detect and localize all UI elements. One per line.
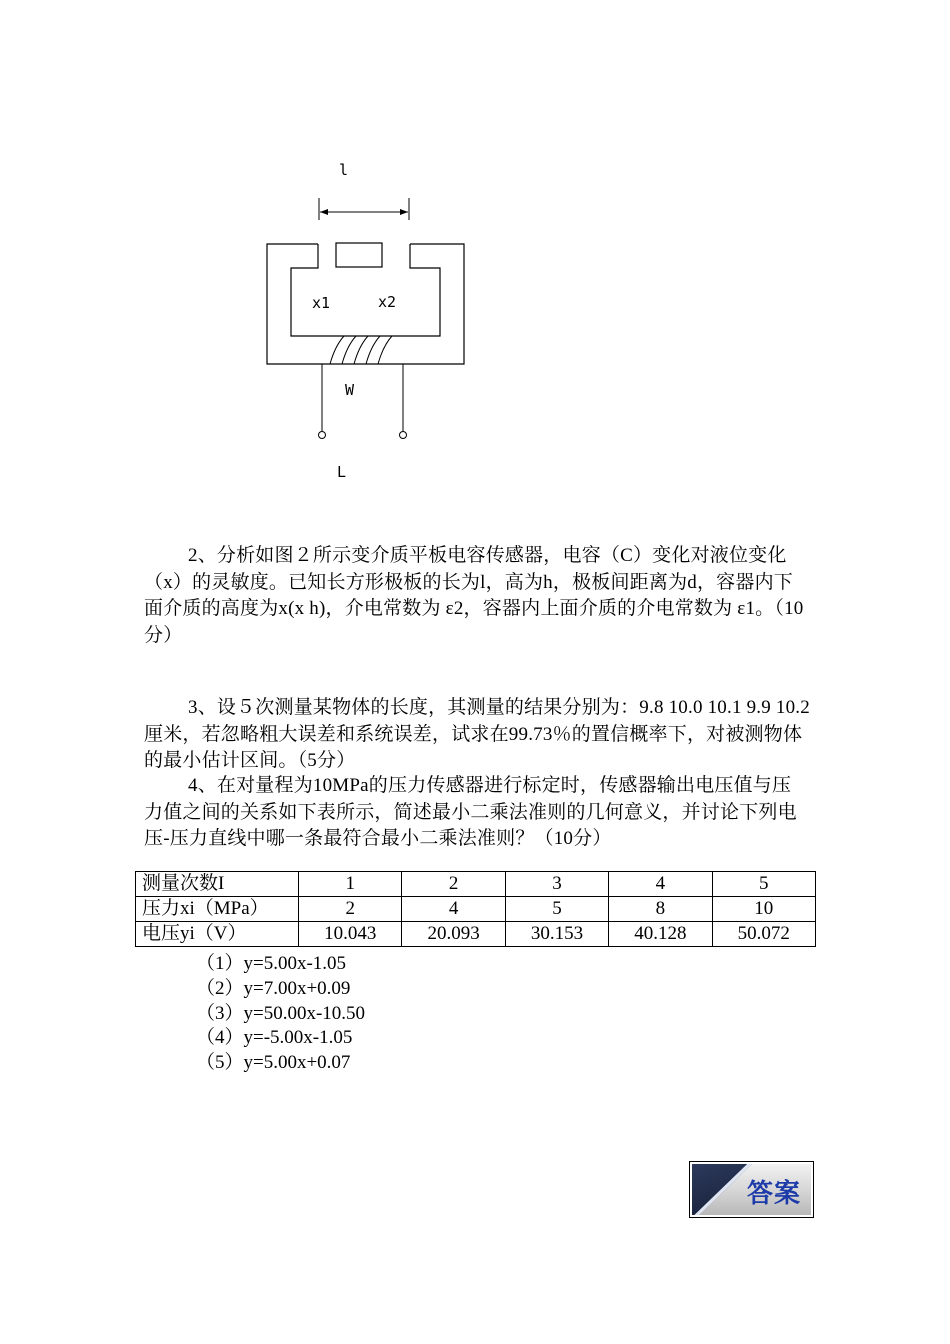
- table-cell: 50.072: [712, 922, 815, 947]
- table-cell: 2: [299, 897, 402, 922]
- label-l: l: [339, 161, 349, 179]
- coil-turn: [366, 336, 380, 364]
- table-cell: 10: [712, 897, 815, 922]
- label-x2: x2: [378, 293, 397, 311]
- option-item: （2）y=7.00x+0.09: [196, 977, 351, 999]
- question-2-text: 2、分析如图２所示变介质平板电容传感器，电容（C）变化对液位变化（x）的灵敏度。已知长方形极板的长为l，高为h，极板间距离为d，容器内下面介质的高度为x(x h)，介电常数为 ε2，容器内上面介质的介电常数为 ε1。（10分）: [144, 545, 804, 646]
- coil-turn: [330, 336, 344, 364]
- answer-button-label[interactable]: 答案: [746, 1179, 801, 1209]
- table-cell: 40.128: [609, 922, 712, 947]
- label-L: L: [337, 463, 347, 481]
- table-cell: 5: [505, 897, 608, 922]
- core-outer-outline: [267, 244, 464, 364]
- calibration-table: [135, 871, 816, 947]
- armature: [336, 243, 382, 267]
- arrow-right: [400, 209, 408, 215]
- terminal-left: [319, 432, 326, 439]
- table-row: [136, 897, 816, 922]
- transducer-diagram: [250, 150, 480, 490]
- option-item: （4）y=-5.00x-1.05: [196, 1027, 353, 1049]
- table-cell: 20.093: [402, 922, 505, 947]
- answer-button[interactable]: [689, 1161, 814, 1218]
- label-x1: x1: [312, 294, 331, 312]
- table-cell: 1: [299, 872, 402, 897]
- label-w: W: [345, 381, 355, 399]
- table-cell: 8: [609, 897, 712, 922]
- question-2: [144, 543, 810, 649]
- question-3: [144, 695, 810, 775]
- table-row: [136, 872, 816, 897]
- question-4: [144, 773, 810, 853]
- question-3-text: 3、设５次测量某物体的长度，其测量的结果分别为：9.8 10.0 10.1 9.9 10.2厘米，若忽略粗大误差和系统误差，试求在99.73％的置信概率下，对被测物体的最小估计区间。（5分）: [144, 697, 810, 771]
- core-inner-outline: [291, 244, 440, 336]
- coil-turn: [354, 336, 368, 364]
- question-4-text: 4、在对量程为10MPa的压力传感器进行标定时，传感器输出电压值与压力值之间的关系如下表所示，简述最小二乘法准则的几何意义，并讨论下列电压-压力直线中哪一条最符合最小二乘法准则？（10分）: [144, 775, 797, 849]
- option-item: （1）y=5.00x-1.05: [196, 953, 347, 974]
- row-label: 压力xi（MPa）: [136, 897, 299, 922]
- coil-turn: [342, 336, 356, 364]
- table-cell: 30.153: [505, 922, 608, 947]
- answer-button-face[interactable]: [692, 1164, 811, 1215]
- table-cell: 2: [402, 872, 505, 897]
- table-cell: 5: [712, 872, 815, 897]
- table-cell: 4: [402, 897, 505, 922]
- coil-turn: [378, 336, 392, 364]
- row-label: 电压yi（V）: [136, 922, 299, 947]
- option-item: （3）y=50.00x-10.50: [196, 1002, 366, 1024]
- option-item: （5）y=5.00x+0.07: [196, 1052, 351, 1074]
- terminal-right: [400, 432, 407, 439]
- row-label: 测量次数I: [136, 872, 299, 897]
- table-cell: 10.043: [299, 922, 402, 947]
- arrow-left: [320, 209, 328, 215]
- table-cell: 4: [609, 872, 712, 897]
- table-row: [136, 922, 816, 947]
- answer-options: [196, 952, 365, 1076]
- table-cell: 3: [505, 872, 608, 897]
